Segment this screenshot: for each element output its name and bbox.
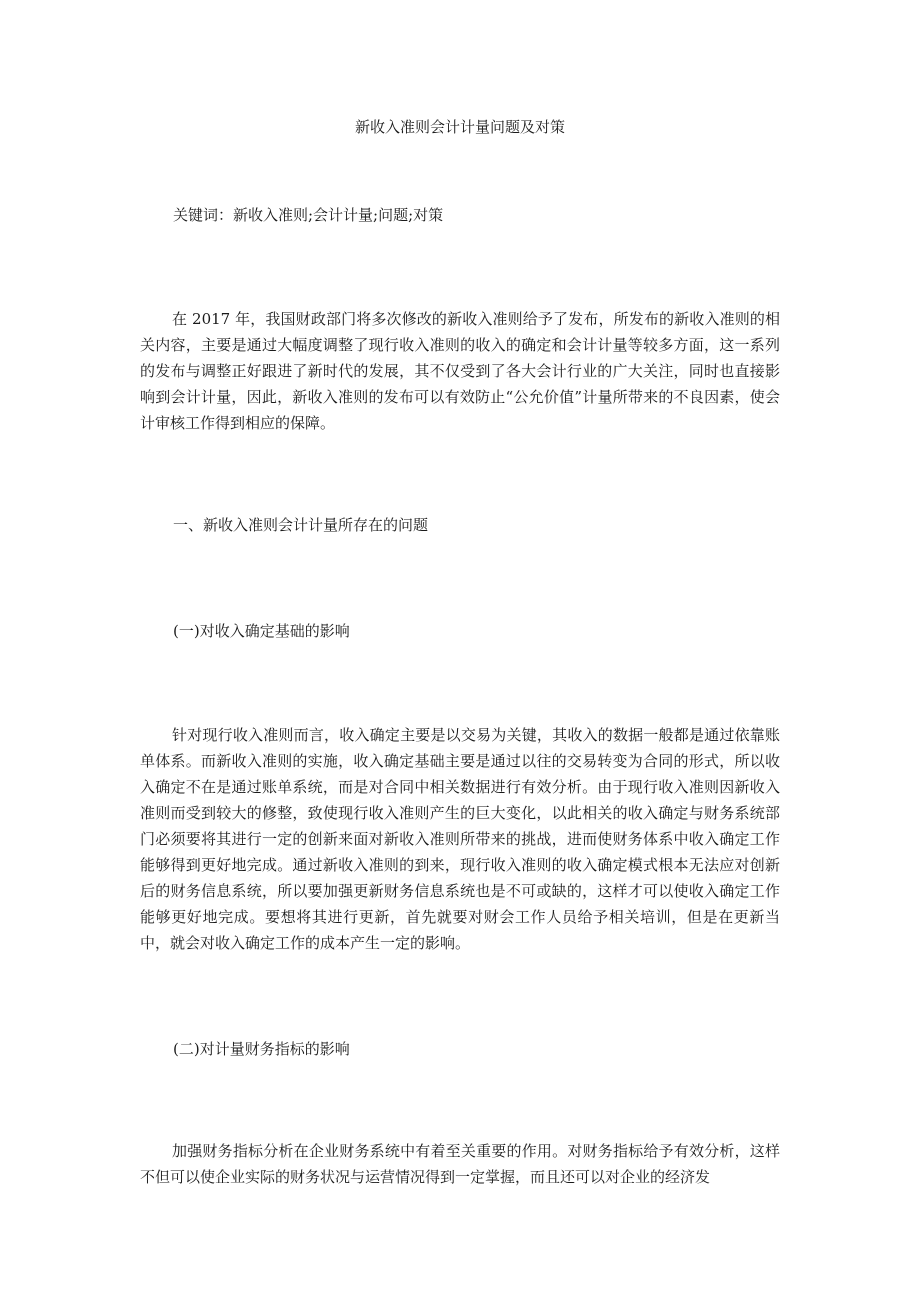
document-title: 新收入准则会计计量问题及对策 (354, 118, 565, 136)
keywords-line: 关键词：新收入准则;会计计量;问题;对策 (173, 206, 444, 224)
intro-paragraph: 在 2017 年，我国财政部门将多次修改的新收入准则给予了发布，所发布的新收入准则的相关内容，主要是通过大幅度调整了现行收入准则的收入的确定和会计计量等较多方面，这一系列的发布与调整正好跟进了新时代的发展，其不仅受到了各大会计行业的广大关注，同时也直接影响到会计计量，因此，新收入准则的发布可以有效防止“公允价值”计量所带来的不良因素，使会计审核工作得到相应的保障。 (140, 310, 780, 432)
subsection-1-paragraph: 针对现行收入准则而言，收入确定主要是以交易为关键，其收入的数据一般都是通过依靠账单体系。而新收入准则的实施，收入确定基础主要是通过以往的交易转变为合同的形式，所以收入确定不在是通过账单系统，而是对合同中相关数据进行有效分析。由于现行收入准则因新收入准则而受到较大的修整，致使现行收入准则产生的巨大变化，以此相关的收入确定与财务系统部门必须要将其进行一定的创新来面对新收入准则所带来的挑战，进而使财务体系中收入确定工作能够得到更好地完成。通过新收入准则的到来，现行收入准则的收入确定模式根本无法应对创新后的财务信息系统，所以要加强更新财务信息系统也是不可或缺的，这样才可以使收入确定工作能够更好地完成。要想将其进行更新，首先就要对财会工作人员给予相关培训，但是在更新当中，就会对收入确定工作的成本产生一定的影响。 (140, 726, 780, 952)
section-heading-1: 一、新收入准则会计计量所存在的问题 (173, 516, 429, 534)
subsection-heading-2: (二)对计量财务指标的影响 (173, 1040, 350, 1058)
subsection-heading-1: (一)对收入确定基础的影响 (173, 622, 350, 640)
subsection-2-paragraph: 加强财务指标分析在企业财务系统中有着至关重要的作用。对财务指标给予有效分析，这样不但可以使企业实际的财务状况与运营情况得到一定掌握，而且还可以对企业的经济发 (140, 1142, 780, 1186)
